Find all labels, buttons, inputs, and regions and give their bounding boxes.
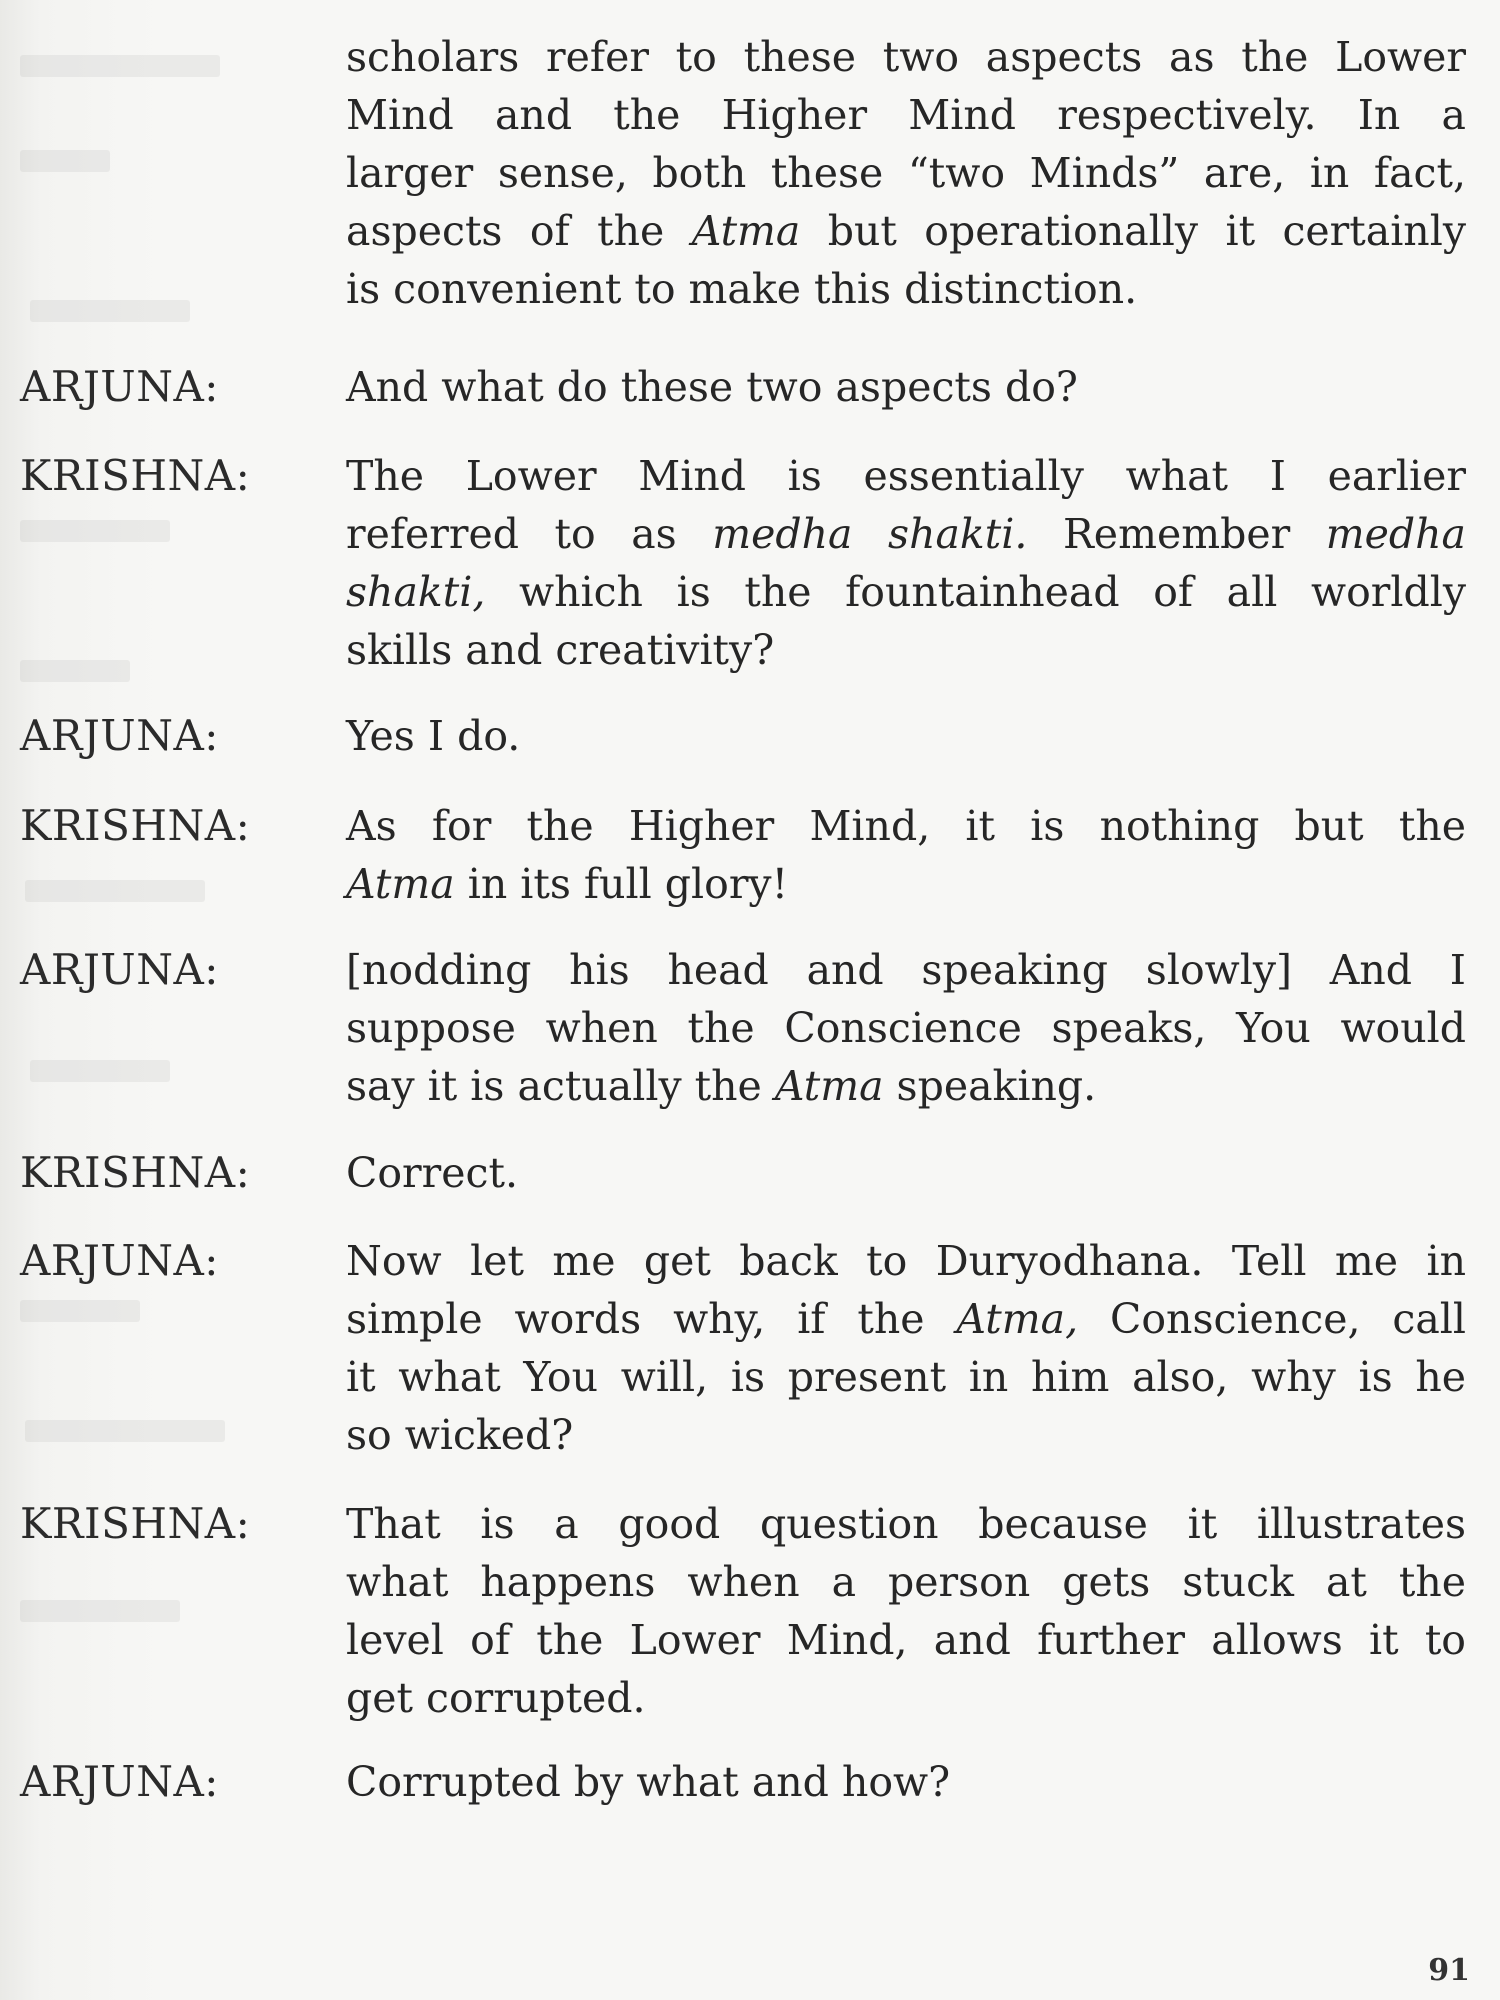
text-line	[346, 707, 1466, 765]
text-line	[346, 202, 1466, 260]
text-line	[346, 1495, 1466, 1553]
text-segment: what happens when a person gets stuck at the	[346, 1558, 1466, 1606]
italic-term: Atma	[691, 207, 801, 255]
text-line	[346, 1348, 1466, 1406]
text-segment: Corrupted by what and how?	[346, 1758, 951, 1806]
text-line	[346, 941, 1466, 999]
text-line	[346, 358, 1466, 416]
text-line	[346, 447, 1466, 505]
text-segment: is convenient to make this distinction.	[346, 265, 1138, 313]
text-segment: simple words why, if the	[346, 1295, 957, 1343]
text-line	[346, 1406, 1466, 1464]
text-segment: aspects of the	[346, 207, 692, 255]
text-line	[346, 1290, 1466, 1348]
text-line	[346, 1232, 1466, 1290]
italic-term: Atma,	[956, 1295, 1079, 1343]
text-segment: say it is actually the	[346, 1062, 775, 1110]
text-segment: but operationally it certainly	[800, 207, 1466, 255]
text-line	[346, 855, 1466, 913]
text-segment: it what You will, is present in him also, why is he	[346, 1353, 1466, 1401]
text-segment: larger sense, both these “two Minds” are, in fact,	[346, 149, 1466, 197]
italic-term: Atma	[774, 1062, 884, 1110]
speech-text	[346, 707, 1466, 765]
text-line	[346, 1144, 1466, 1202]
text-segment: Yes I do.	[346, 712, 521, 760]
bleed-through-shadow	[0, 0, 260, 2000]
speaker-label: KRISHNA:	[20, 451, 251, 500]
text-line	[346, 1669, 1466, 1727]
speaker-label: ARJUNA:	[20, 1236, 219, 1285]
speech-text	[346, 1753, 1466, 1811]
text-segment: [nodding his head and speaking slowly] And I	[346, 946, 1466, 994]
text-segment: Mind and the Higher Mind respectively. In a	[346, 91, 1466, 139]
text-line	[346, 1611, 1466, 1669]
text-segment: get corrupted.	[346, 1674, 646, 1722]
text-line	[346, 1553, 1466, 1611]
speaker-label: KRISHNA:	[20, 801, 251, 850]
text-segment: which is the fountainhead of all worldly	[485, 568, 1466, 616]
text-segment: level of the Lower Mind, and further allows it to	[346, 1616, 1466, 1664]
speaker-label: KRISHNA:	[20, 1499, 251, 1548]
italic-term: shakti,	[346, 568, 486, 616]
text-segment: As for the Higher Mind, it is nothing but the	[346, 802, 1466, 850]
speech-text	[346, 797, 1466, 913]
italic-term: medha shakti.	[712, 510, 1028, 558]
speaker-label: KRISHNA:	[20, 1148, 251, 1197]
text-line	[346, 86, 1466, 144]
text-segment: The Lower Mind is essentially what I earlier	[346, 452, 1466, 500]
speech-text	[346, 1232, 1466, 1464]
italic-term: Atma	[346, 860, 455, 908]
text-line	[346, 797, 1466, 855]
text-segment: Correct.	[346, 1149, 518, 1197]
speech-text	[346, 1144, 1466, 1202]
text-line	[346, 1753, 1466, 1811]
text-line	[346, 1057, 1466, 1115]
speaker-label: ARJUNA:	[20, 945, 219, 994]
text-line	[346, 505, 1466, 563]
text-segment: Remember	[1027, 510, 1326, 558]
text-segment: scholars refer to these two aspects as the Lower	[346, 33, 1466, 81]
text-line	[346, 999, 1466, 1057]
speech-text	[346, 28, 1466, 318]
speaker-label: ARJUNA:	[20, 362, 219, 411]
speech-text	[346, 1495, 1466, 1727]
text-segment: so wicked?	[346, 1411, 574, 1459]
text-segment: Now let me get back to Duryodhana. Tell me in	[346, 1237, 1466, 1285]
text-segment: skills and creativity?	[346, 626, 775, 674]
text-segment: in its full glory!	[454, 860, 789, 908]
speech-text	[346, 447, 1466, 679]
text-segment: Conscience, call	[1078, 1295, 1466, 1343]
text-segment: speaking.	[883, 1062, 1097, 1110]
text-segment: That is a good question because it illustrates	[346, 1500, 1466, 1548]
text-line	[346, 144, 1466, 202]
text-segment: suppose when the Conscience speaks, You would	[346, 1004, 1466, 1052]
italic-term: medha	[1325, 510, 1466, 558]
page-number: 91	[1428, 1953, 1470, 1988]
speaker-label: ARJUNA:	[20, 711, 219, 760]
text-line	[346, 260, 1466, 318]
speaker-label: ARJUNA:	[20, 1757, 219, 1806]
text-line	[346, 563, 1466, 621]
text-line	[346, 28, 1466, 86]
text-line	[346, 621, 1466, 679]
speech-text	[346, 358, 1466, 416]
text-segment: referred to as	[346, 510, 713, 558]
speech-text	[346, 941, 1466, 1115]
text-segment: And what do these two aspects do?	[346, 363, 1078, 411]
